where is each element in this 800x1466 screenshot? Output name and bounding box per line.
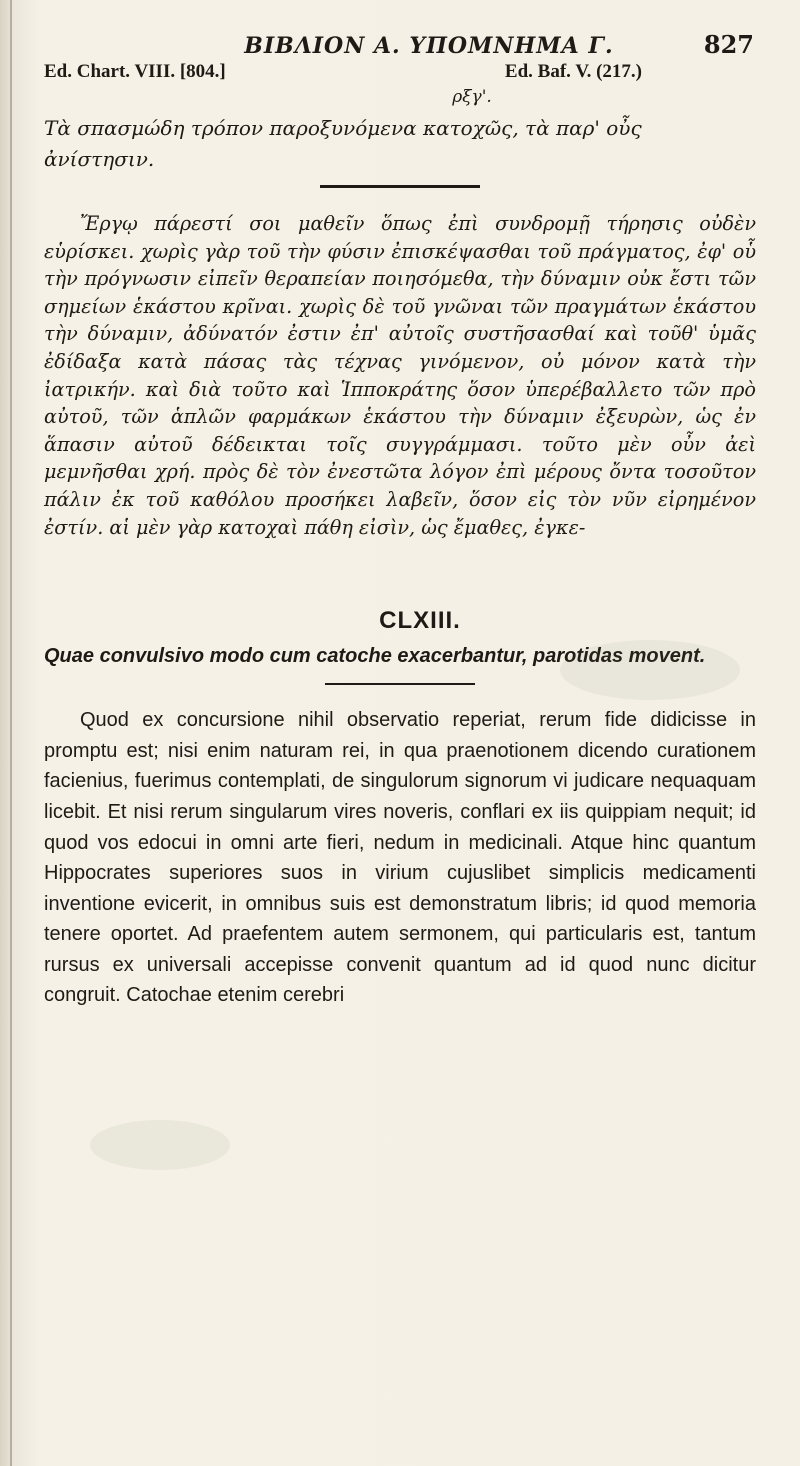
running-head: ΒΙΒΛΙΟΝ Α. ΥΠΟΜΝΗΜΑ Γ. xyxy=(244,33,614,59)
paper-stain xyxy=(90,1120,230,1170)
section-divider xyxy=(320,185,480,188)
edition-chartier: Ed. Chart. VIII. [804.] xyxy=(44,61,226,82)
greek-commentary: Ἔργῳ πάρεστί σοι μαθεῖν ὅπως ἐπὶ συνδρομῇ τήρησις οὐδὲν εὑρίσκει. χωρὶς γὰρ τοῦ τὴν φύσιν ἐπισκέψασθαι τοῦ πράγματος, ἐφ' οὗ τὴν πρόγνωσιν εἰπεῖν θεραπείαν ποιησόμεθα, τὴν δύναμιν οὐκ ἔστι τῶν σημείων ἑκάστου κρῖναι. χωρὶς δὲ τοῦ γνῶναι τῶν πραγμάτων ἑκάστου τὴν δύναμιν, ἀδύνατόν ἐστιν ἐπ' αὐτοῖς συστῆσασθαί καὶ τοῦθ' ὑμᾶς ἐδίδαξα κατὰ πάσας τὰς τέχνας γινόμενον, οὐ μόνον κατὰ τὴν ἰατρικήν. καὶ διὰ τοῦτο καὶ Ἱπποκράτης ὅσον ὑπερέβαλλετο τῶν πρὸ αὐτοῦ, τῶν ἁπλῶν φαρμάκων ἑκάστου τὴν δύναμιν ἐξευρὼν, ὡς ἐν ἅπασιν αὐτοῦ δέδεικται τοῖς συγγράμμασι. τοῦτο μὲν οὖν ἀεὶ μεμνῆσθαι χρή. πρὸς δὲ τὸν ἐνεστῶτα λόγον ἐπὶ μέρους ὄντα τοσοῦτον πάλιν ἐκ τοῦ καθόλου προσήκει λαβεῖν, ὅσον εἰς τὸν νῦν εἰρημένον ἐστίν. αἱ μὲν γὰρ κατοχαὶ πάθη εἰσὶν, ὡς ἔμαθες, ἐγκε- xyxy=(44,212,756,539)
latin-commentary: Quod ex concursione nihil observatio reperiat, rerum fide didicisse in promptu est; nisi enim naturam rei, in qua praenotionem dicendo curationem facienius, fuerimus contemplati, de singulorum signorum vi judicare nequaquam licebit. Et nisi rerum singularum vires noveris, conflari ex iis quippiam nequit; id quod vos edocui in omni arte fieri, nedum in medicinali. Atque hinc quantum Hippocrates superiores suos in virium cujuslibet simplicis medicamenti inventione evicerit, in omnibus suis est demonstratum libris; id quod memoria tenere oportet. Ad praefentem autem sermonem, qui particularis est, tantum rursus ex universali accepisse convenit quantum ad id quod nunc dicitur congruit. Catochae etenim cerebri xyxy=(44,709,756,1007)
latin-aphorism-title: Quae convulsivo modo cum catoche exacerbantur, parotidas movent. xyxy=(44,645,706,668)
paper-stain xyxy=(560,640,740,700)
latin-section-number: CLXIII. xyxy=(379,607,461,635)
section-divider xyxy=(325,683,475,685)
edition-references xyxy=(44,61,760,83)
page-header xyxy=(44,30,754,59)
page-number: 827 xyxy=(703,30,754,59)
edition-basel: Ed. Baf. V. (217.) xyxy=(504,61,642,82)
greek-aphorism-title: Τὰ σπασμώδη τρόπον παροξυνόμενα κατοχῶς, τὰ παρ' οὖς ἀνίστησιν. xyxy=(44,116,642,171)
greek-section-number: ρξγ'. xyxy=(452,87,492,107)
